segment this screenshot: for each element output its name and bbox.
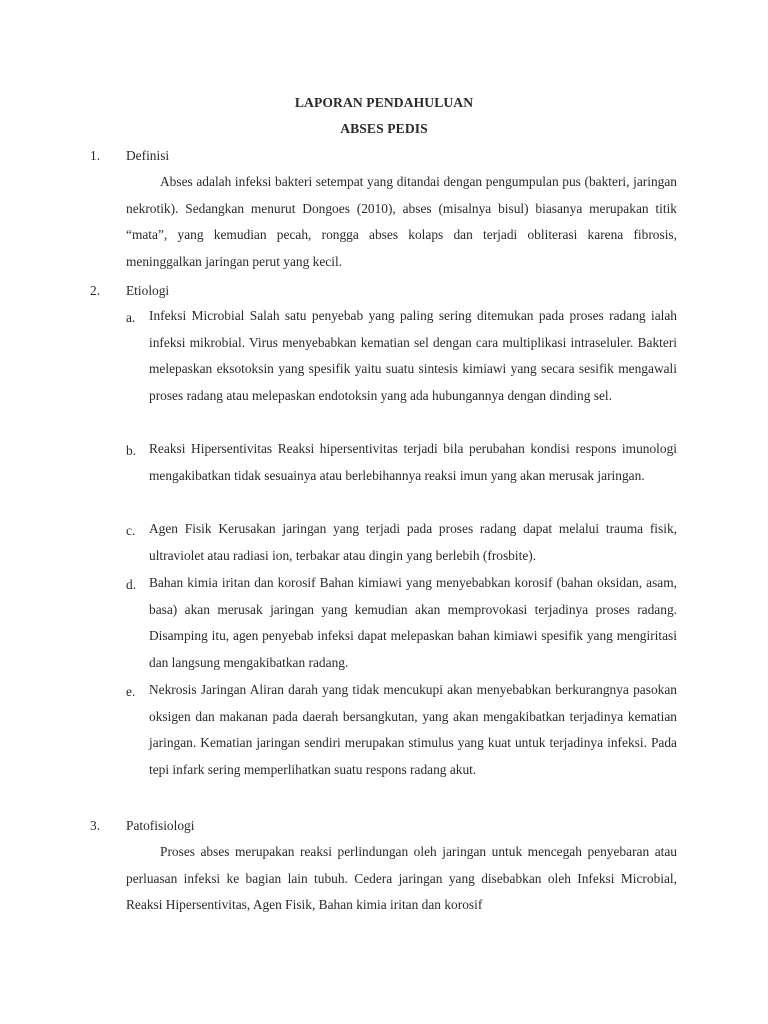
- section-number: 1.: [90, 148, 101, 163]
- list-item-text: Reaksi Hipersentivitas Reaksi hipersentivitas terjadi bila perubahan kondisi respons imunologi mengakibatkan tidak sesuainya atau berlebihannya reaksi imun yang akan merusak jaringan.: [149, 441, 677, 483]
- document-title: LAPORAN PENDAHULUAN: [294, 95, 474, 110]
- list-item-text: Agen Fisik Kerusakan jaringan yang terjadi pada proses radang dapat melalui trauma fisik, ultraviolet atau radiasi ion, terbakar atau dingin yang berlebih (frosbite).: [149, 521, 677, 563]
- list-item-letter: d.: [126, 577, 137, 592]
- section-number: 2.: [90, 283, 101, 298]
- section-paragraph: Proses abses merupakan reaksi perlindungan oleh jaringan untuk mencegah penyebaran atau perluasan infeksi ke bagian lain tubuh. Cedera jaringan yang disebabkan oleh Infeksi Microbial, Reaksi Hipersentivitas, Agen Fisik, Bahan kimia iritan dan korosif: [126, 844, 677, 913]
- section-heading: Etiologi: [126, 283, 170, 298]
- document-subtitle: ABSES PEDIS: [340, 121, 428, 136]
- section-heading: Definisi: [126, 148, 170, 163]
- list-item-letter: a.: [126, 310, 136, 325]
- list-item-text: Bahan kimia iritan dan korosif Bahan kimiawi yang menyebabkan korosif (bahan oksidan, asam, basa) akan merusak jaringan yang kemudian akan memprovokasi terjadinya proses radang. Disamping itu, agen penyebab infeksi dapat melepaskan bahan kimiawi spesifik yang mengiritasi dan langsung mengakibatkan radang.: [149, 575, 677, 670]
- list-item-letter: b.: [126, 443, 137, 458]
- section-number: 3.: [90, 818, 101, 833]
- list-item-letter: e.: [126, 684, 136, 699]
- list-item-text: Nekrosis Jaringan Aliran darah yang tidak mencukupi akan menyebabkan berkurangnya pasokan oksigen dan makanan pada daerah bersangkutan, yang akan mengakibatkan terjadinya kematian jaringan. Kematian jaringan sendiri merupakan stimulus yang kuat untuk terjadinya infeksi. Pada tepi infark sering memperlihatkan suatu respons radang akut.: [149, 682, 677, 777]
- section-paragraph: Abses adalah infeksi bakteri setempat yang ditandai dengan pengumpulan pus (bakteri, jaringan nekrotik). Sedangkan menurut Dongoes (2010), abses (misalnya bisul) biasanya merupakan titik “mata”, yang kemudian pecah, rongga abses kolaps dan terjadi obliterasi karena fibrosis, meninggalkan jaringan perut yang kecil.: [126, 174, 677, 269]
- section-heading: Patofisiologi: [126, 818, 195, 833]
- list-item-letter: c.: [126, 523, 136, 538]
- list-item-text: Infeksi Microbial Salah satu penyebab yang paling sering ditemukan pada proses radang ialah infeksi mikrobial. Virus menyebabkan kematian sel dengan cara multiplikasi intraseluler. Bakteri melepaskan eksotoksin yang spesifik yaitu suatu sintesis kimiawi yang secara sesifik mengawali proses radang atau melepaskan endotoksin yang ada hubungannya dengan dinding sel.: [149, 308, 677, 403]
